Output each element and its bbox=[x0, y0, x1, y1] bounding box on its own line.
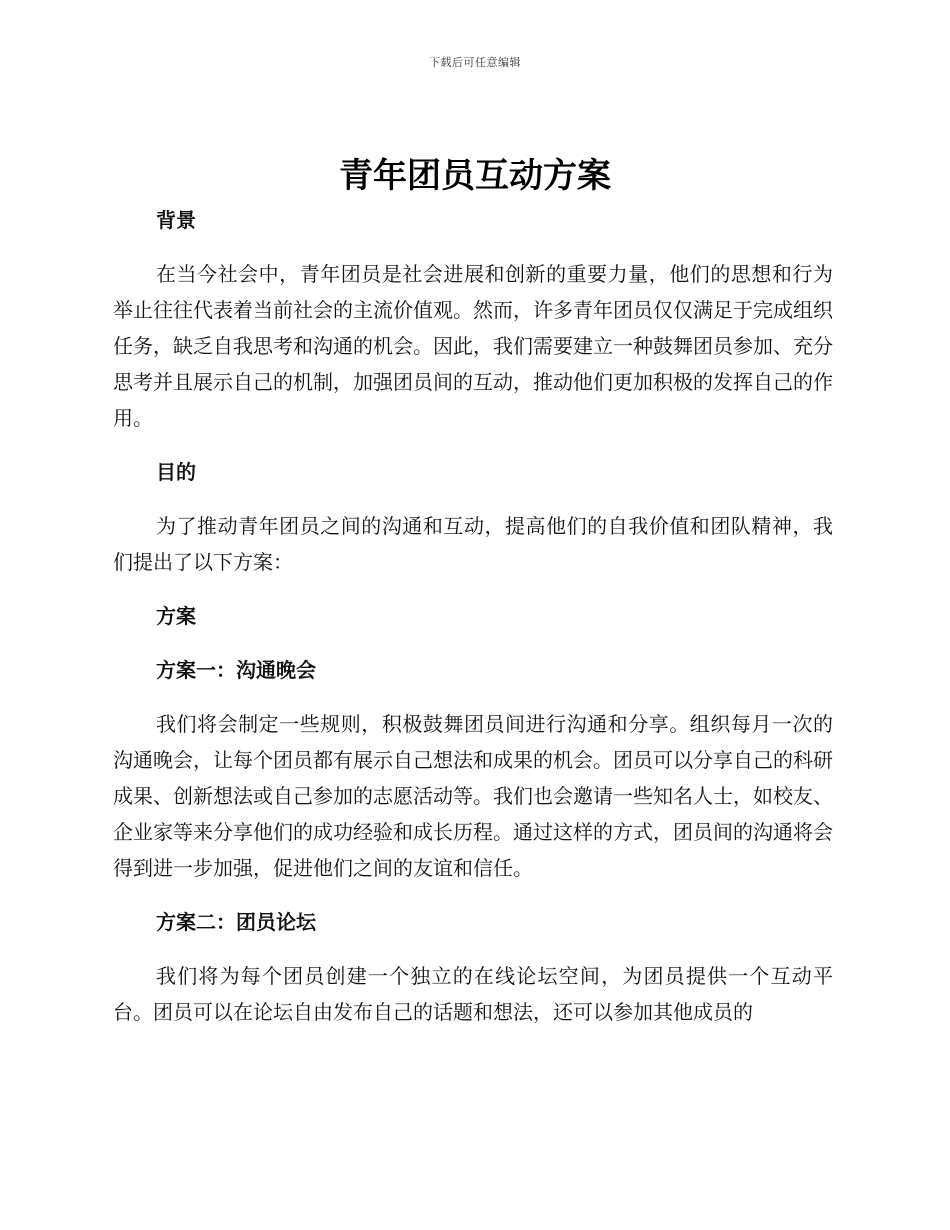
purpose-heading: 目的 bbox=[156, 460, 196, 484]
plan1-paragraph: 我们将会制定一些规则，积极鼓舞团员间进行沟通和分享。组织每月一次的沟通晚会，让每个团员都有展示自己想法和成果的机会。团员可以分享自己的科研成果、创新想法或自己参加的志愿活动等。我们也会邀请一些知名人士，如校友、企业家等来分享他们的成功经验和成长历程。通过这样的方式，团员间的沟通将会得到进一步加强，促进他们之间的友谊和信任。 bbox=[113, 712, 833, 880]
plan-heading: 方案 bbox=[156, 604, 196, 628]
document-body bbox=[113, 202, 833, 1030]
background-heading: 背景 bbox=[156, 208, 196, 232]
purpose-paragraph: 为了推动青年团员之间的沟通和互动，提高他们的自我价值和团队精神，我们提出了以下方案： bbox=[113, 514, 833, 574]
plan2-paragraph: 我们将为每个团员创建一个独立的在线论坛空间，为团员提供一个互动平台。团员可以在论坛自由发布自己的话题和想法，还可以参加其他成员的 bbox=[113, 964, 833, 1024]
plan1-heading: 方案一：沟通晚会 bbox=[156, 658, 316, 682]
header-note: 下载后可任意编辑 bbox=[429, 56, 521, 69]
document-title: 青年团员互动方案 bbox=[339, 156, 611, 196]
plan2-heading: 方案二：团员论坛 bbox=[156, 910, 316, 934]
background-paragraph: 在当今社会中，青年团员是社会进展和创新的重要力量，他们的思想和行为举止往往代表着当前社会的主流价值观。然而，许多青年团员仅仅满足于完成组织任务，缺乏自我思考和沟通的机会。因此，我们需要建立一种鼓舞团员参加、充分思考并且展示自己的机制，加强团员间的互动，推动他们更加积极的发挥自己的作用。 bbox=[113, 262, 833, 430]
